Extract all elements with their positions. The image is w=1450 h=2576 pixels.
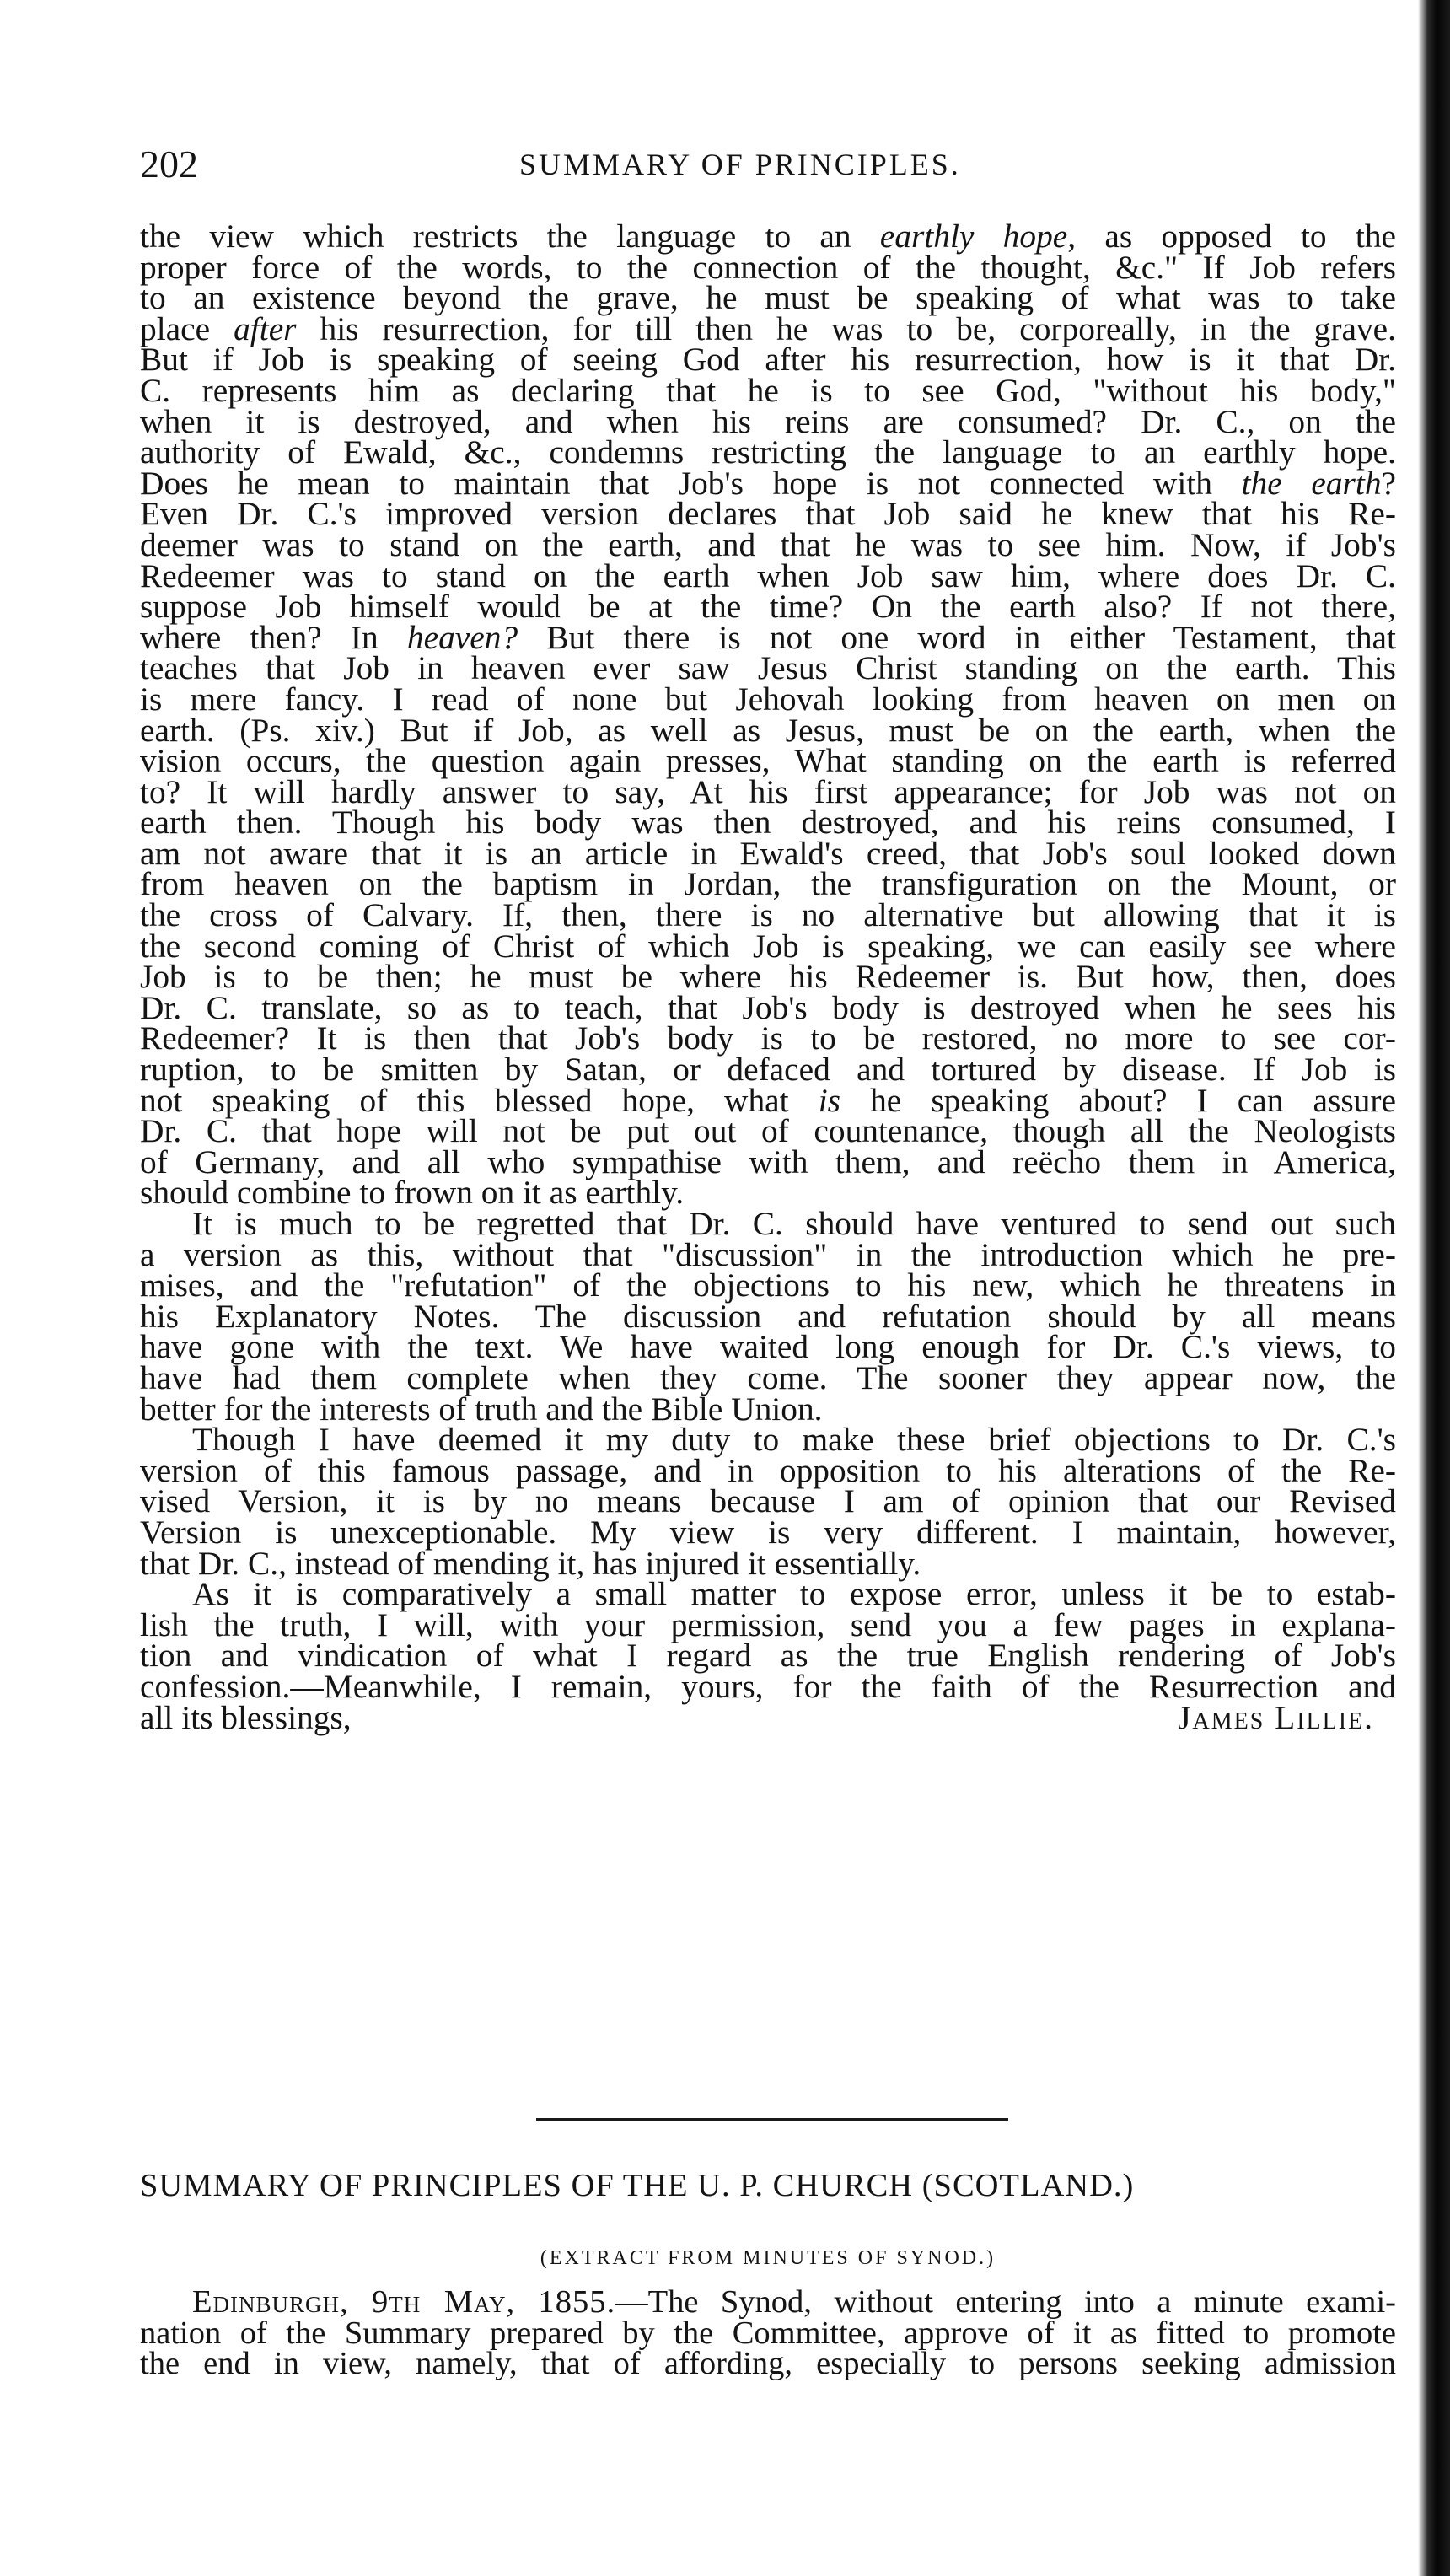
paragraph-4 <box>140 1575 1396 1736</box>
text-line: Even Dr. C.'s improved version declares that Job said he knew that his Re- <box>140 495 1396 533</box>
text-line: lish the truth, I will, with your permission, send you a few pages in explana- <box>140 1605 1396 1643</box>
text-line: Does he mean to maintain that Job's hope is not connected with the earth? <box>140 464 1396 502</box>
text-line: not speaking of this blessed hope, what is he speaking about? I can assure <box>140 1081 1396 1119</box>
body-text <box>140 218 1396 1736</box>
text-line: vised Version, it is by no means because I am of opinion that our Revised <box>140 1482 1396 1520</box>
text-line: confession.—Meanwhile, I remain, yours, for the faith of the Resurrection and <box>140 1667 1396 1705</box>
text-line: earth. (Ps. xiv.) But if Job, as well as Jesus, must be on the earth, when the <box>140 711 1396 749</box>
text-line: Redeemer? It is then that Job's body is to be restored, no more to see cor- <box>140 1019 1396 1057</box>
text-line: suppose Job himself would be at the time? On the earth also? If not there, <box>140 588 1396 626</box>
text-line: better for the interests of truth and the Bible Union. <box>140 1390 823 1428</box>
text-line: the second coming of Christ of which Job is speaking, we can easily see where <box>140 927 1396 965</box>
text-line: that Dr. C., instead of mending it, has injured it essentially. <box>140 1544 921 1582</box>
text-line: version of this famous passage, and in opposition to his alterations of the Re- <box>140 1451 1396 1489</box>
page-binding-edge <box>1418 0 1450 2576</box>
paragraph-2 <box>140 1205 1396 1428</box>
closing-text: all its blessings, <box>140 1698 352 1736</box>
text-line: mises, and the "refutation" of the objections to his new, which he threatens in <box>140 1266 1396 1304</box>
text-line: deemer was to stand on the earth, and that he was to see him. Now, if Job's <box>140 525 1396 563</box>
text-line: place after his resurrection, for till then he was to be, corporeally, in the grave. <box>140 309 1396 347</box>
text-line: C. represents him as declaring that he is to see God, "without his body," <box>140 371 1396 409</box>
text-line: Job is to be then; he must be where his Redeemer is. But how, then, does <box>140 958 1396 996</box>
text-line: Dr. C. translate, so as to teach, that Job's body is destroyed when he sees his <box>140 988 1396 1026</box>
paragraph-3 <box>140 1421 1396 1582</box>
text-line: Version is unexceptionable. My view is very different. I maintain, however, <box>140 1513 1396 1551</box>
text-line: his Explanatory Notes. The discussion and refutation should by all means <box>140 1297 1396 1335</box>
text-line: the cross of Calvary. If, then, there is no alternative but allowing that it is <box>140 896 1396 934</box>
text-line: have gone with the text. We have waited long enough for Dr. C.'s views, to <box>140 1328 1396 1366</box>
place-date: Edinburgh, 9th May, 1855. <box>192 2284 616 2320</box>
text-line: ruption, to be smitten by Satan, or defaced and tortured by disease. If Job is <box>140 1051 1396 1089</box>
text-line: But if Job is speaking of seeing God after his resurrection, how is it that Dr. <box>140 341 1396 379</box>
text-line: am not aware that it is an article in Ewald's creed, that Job's soul looked down <box>140 834 1396 872</box>
closing-line <box>140 1698 1396 1736</box>
page-number: 202 <box>140 143 198 186</box>
text-line: should combine to frown on it as earthly. <box>140 1174 685 1212</box>
section-subheading: (EXTRACT FROM MINUTES OF SYNOD.) <box>540 2247 996 2269</box>
text-line: a version as this, without that "discussion" in the introduction which he pre- <box>140 1235 1396 1273</box>
text-line: to? It will hardly answer to say, At his first appearance; for Job was not on <box>140 772 1396 810</box>
section-heading: SUMMARY OF PRINCIPLES OF THE U. P. CHURCH (SCOTLAND.) <box>140 2168 1135 2203</box>
text-fragment: —The Synod, without entering into a minute exami- <box>615 2284 1396 2320</box>
text-line: authority of Ewald, &c., condemns restricting the language to an earthly hope. <box>140 433 1396 471</box>
text-line: Though I have deemed it my duty to make these brief objections to Dr. C.'s <box>192 1421 1396 1459</box>
running-head <box>140 142 1396 201</box>
signature: James Lillie. <box>1178 1698 1374 1736</box>
text-line: proper force of the words, to the connection of the thought, &c." If Job refers <box>140 248 1396 286</box>
running-title: SUMMARY OF PRINCIPLES. <box>519 148 961 181</box>
text-line: teaches that Job in heaven ever saw Jesus Christ standing on the earth. This <box>140 649 1396 687</box>
text-line: the end in view, namely, that of affording, especially to persons seeking admission <box>140 2346 1396 2382</box>
text-line: to an existence beyond the grave, he must be speaking of what was to take <box>140 279 1396 317</box>
text-line: earth then. Though his body was then destroyed, and his reins consumed, I <box>140 804 1396 842</box>
text-line: when it is destroyed, and when his reins are consumed? Dr. C., on the <box>140 402 1396 440</box>
text-line: nation of the Summary prepared by the Committee, approve of it as fitted to promote <box>140 2315 1396 2351</box>
text-line: Dr. C. that hope will not be put out of countenance, though all the Neologists <box>140 1112 1396 1150</box>
text-line: tion and vindication of what I regard as the true English rendering of Job's <box>140 1637 1396 1675</box>
text-line: have had them complete when they come. The sooner they appear now, the <box>140 1358 1396 1396</box>
text-line: from heaven on the baptism in Jordan, the transfiguration on the Mount, or <box>140 865 1396 903</box>
text-line: As it is comparatively a small matter to expose error, unless it be to estab- <box>192 1575 1396 1613</box>
section-body <box>140 2284 1396 2382</box>
paragraph-1 <box>140 218 1396 1212</box>
text-line: the view which restricts the language to an earthly hope, as opposed to the <box>140 218 1396 255</box>
text-line: where then? In heaven? But there is not one word in either Testament, that <box>140 618 1396 656</box>
section-divider <box>536 2118 1008 2121</box>
text-line: of Germany, and all who sympathise with them, and reëcho them in America, <box>140 1143 1396 1180</box>
text-line <box>140 2284 1396 2320</box>
text-line: is mere fancy. I read of none but Jehovah looking from heaven on men on <box>140 680 1396 718</box>
text-line: It is much to be regretted that Dr. C. should have ventured to send out such <box>192 1205 1396 1242</box>
text-line: Redeemer was to stand on the earth when Job saw him, where does Dr. C. <box>140 557 1396 594</box>
text-line: vision occurs, the question again presses, What standing on the earth is referred <box>140 742 1396 780</box>
